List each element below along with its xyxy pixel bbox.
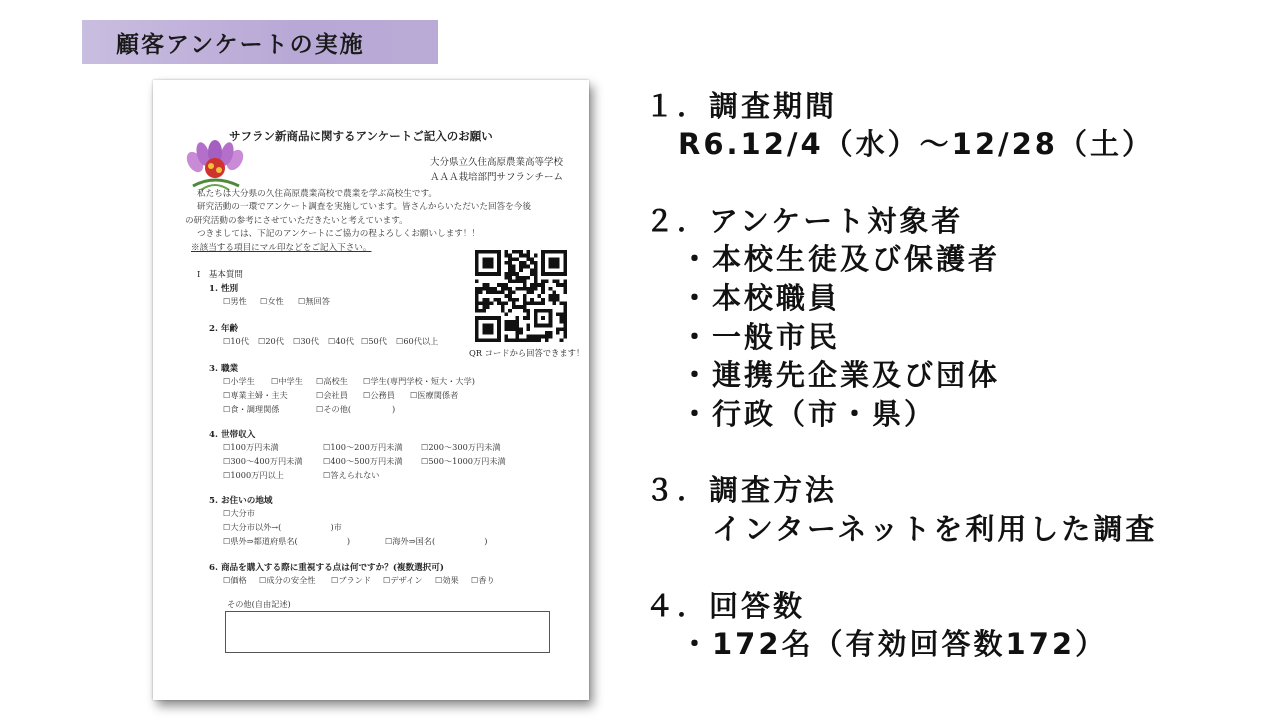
survey-sheet-image [153, 80, 589, 700]
target-item: ・一般市民 [680, 320, 841, 354]
option: ☐100～200万円未満 [323, 442, 403, 452]
slide-title: 顧客アンケートの実施 [82, 20, 438, 64]
target-item: ・本校職員 [680, 281, 841, 315]
option: ☐効果 [435, 575, 459, 585]
option: ☐無回答 [298, 296, 330, 306]
option: ☐デザイン [383, 575, 423, 585]
option: ☐男性 [223, 296, 247, 306]
free-text-label: その他(自由記述) [227, 599, 291, 609]
team-line: ＡＡＡ栽培部門サフランチーム [429, 172, 563, 183]
option: ☐100万円未満 [223, 442, 279, 452]
option: ☐成分の安全性 [259, 575, 316, 585]
option: ☐40代 [328, 336, 354, 346]
question-label: 5. お住いの地域 [209, 496, 273, 506]
option: ☐300～400万円未満 [223, 456, 303, 466]
option: ☐500～1000万円未満 [421, 456, 506, 466]
option: ☐1000万円以上 [223, 470, 284, 480]
survey-method: インターネットを利用した調査 [712, 512, 1158, 546]
qr-caption: QR コードから回答できます！ [469, 348, 585, 358]
target-item: ・本校生徒及び保護者 [680, 242, 1001, 276]
section-heading: Ⅰ 基本質問 [197, 270, 243, 280]
option: ☐価格 [223, 575, 247, 585]
school-name [430, 155, 563, 185]
option: ☐海外⇒国名( ) [385, 536, 488, 546]
intro-text [185, 188, 561, 255]
item-heading-method: ３．調査方法 [645, 473, 838, 507]
survey-period: R6.12/4（水）～12/28（土） [678, 127, 1154, 161]
option: ☐20代 [258, 336, 284, 346]
option: ☐県外⇒都道府県名( ) [223, 536, 351, 546]
option: ☐高校生 [316, 376, 348, 386]
option: ☐会社員 [316, 390, 348, 400]
free-text-box [225, 611, 550, 653]
option: ☐大分市以外→( )市 [223, 522, 342, 532]
option: ☐学生(専門学校・短大・大学) [363, 376, 475, 386]
response-count: ・172名（有効回答数172） [680, 627, 1108, 661]
option: ☐答えられない [323, 470, 380, 480]
saffron-flower-icon [183, 140, 247, 194]
option: ☐女性 [260, 296, 284, 306]
question-label: 6. 商品を購入する際に重視する点は何ですか？(複数選択可) [209, 563, 444, 573]
option: ☐中学生 [271, 376, 303, 386]
target-item: ・連携先企業及び団体 [680, 358, 1001, 392]
option: ☐医療関係者 [410, 390, 459, 400]
question-label: 1. 性別 [209, 284, 239, 294]
option: ☐50代 [361, 336, 387, 346]
survey-title: サフラン新商品に関するアンケートご記入のお願い [229, 129, 493, 143]
option: ☐専業主婦・主夫 [223, 390, 288, 400]
school-line: 大分県立久住高原農業高等学校 [429, 157, 563, 168]
target-item: ・行政（市・県） [680, 397, 937, 431]
question-label: 4. 世帯収入 [209, 430, 256, 440]
item-heading-period: １．調査期間 [645, 89, 838, 123]
option: ☐大分市 [223, 508, 255, 518]
intro-line: つきましては、下記のアンケートにご協力の程よろしくお願いします！！ [197, 229, 481, 240]
option: ☐小学生 [223, 376, 255, 386]
question-label: 3. 職業 [209, 364, 239, 374]
item-heading-responses: ４．回答数 [645, 589, 806, 623]
intro-line: 私たちは大分県の久住高原農業高校で農業を学ぶ高校生です。 [197, 189, 437, 199]
option: ☐60代以上 [396, 336, 439, 346]
option: ☐香り [471, 575, 495, 585]
item-heading-target: ２．アンケート対象者 [645, 204, 964, 238]
option: ☐200～300万円未満 [421, 442, 501, 452]
intro-line: 研究活動の一環でアンケート調査を実施しています。皆さんからいただいた回答を今後 [197, 202, 531, 213]
option: ☐その他( ) [316, 404, 396, 414]
option: ☐10代 [223, 336, 249, 346]
option: ☐公務員 [363, 390, 395, 400]
option: ☐食・調理関係 [223, 404, 280, 414]
option: ☐400～500万円未満 [323, 456, 403, 466]
option: ☐30代 [293, 336, 319, 346]
question-label: 2. 年齢 [209, 324, 239, 334]
option: ☐ブランド [331, 575, 372, 585]
intro-line: の研究活動の参考にさせていただきたいと考えています。 [185, 215, 408, 226]
qr-code [475, 250, 567, 342]
intro-note: ※該当する項目にマル印などをご記入下さい。 [191, 242, 372, 253]
